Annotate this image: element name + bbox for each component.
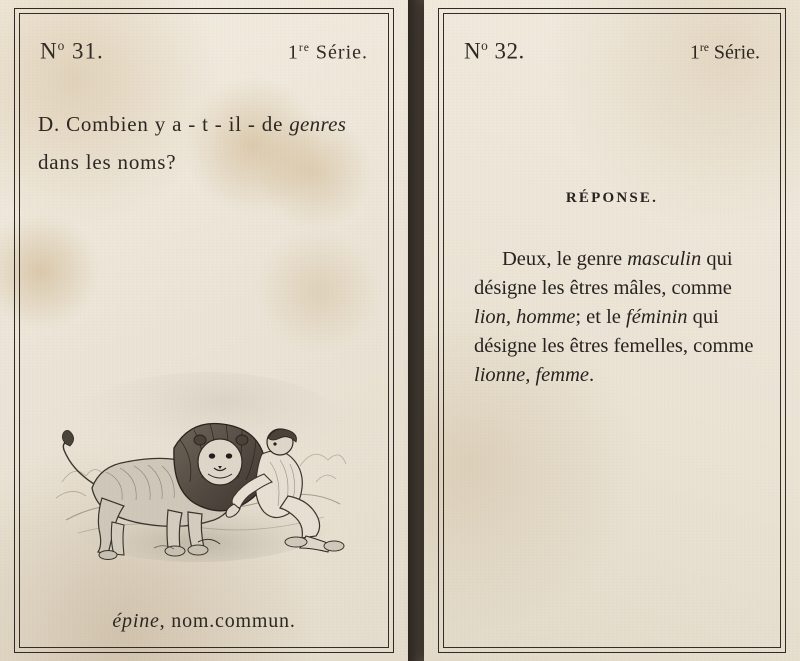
left-card-serie: 1re Série. [287, 41, 368, 64]
question-text: D. Combien y a - t - il - de genres dans les noms? [38, 112, 347, 174]
left-card-number: $N^o$ 31. [40, 38, 104, 64]
right-card-number: $N^o$ 32. [464, 38, 525, 64]
answer-heading: RÉPONSE. [565, 190, 659, 206]
left-card-header [40, 38, 368, 65]
lion-engraving [48, 370, 358, 565]
right-card-header [464, 38, 760, 65]
right-card-serie: 1re Série. [689, 41, 760, 64]
answer-card [424, 0, 800, 661]
engraving-caption: épine, nom.commun. [112, 610, 296, 632]
page-gutter [408, 0, 424, 661]
answer-text: Deux, le genre masculin qui désigne les êtres mâles, comme lion, homme; et le féminin qui désigne les êtres femelles, comme lionne, femme. [474, 248, 754, 386]
